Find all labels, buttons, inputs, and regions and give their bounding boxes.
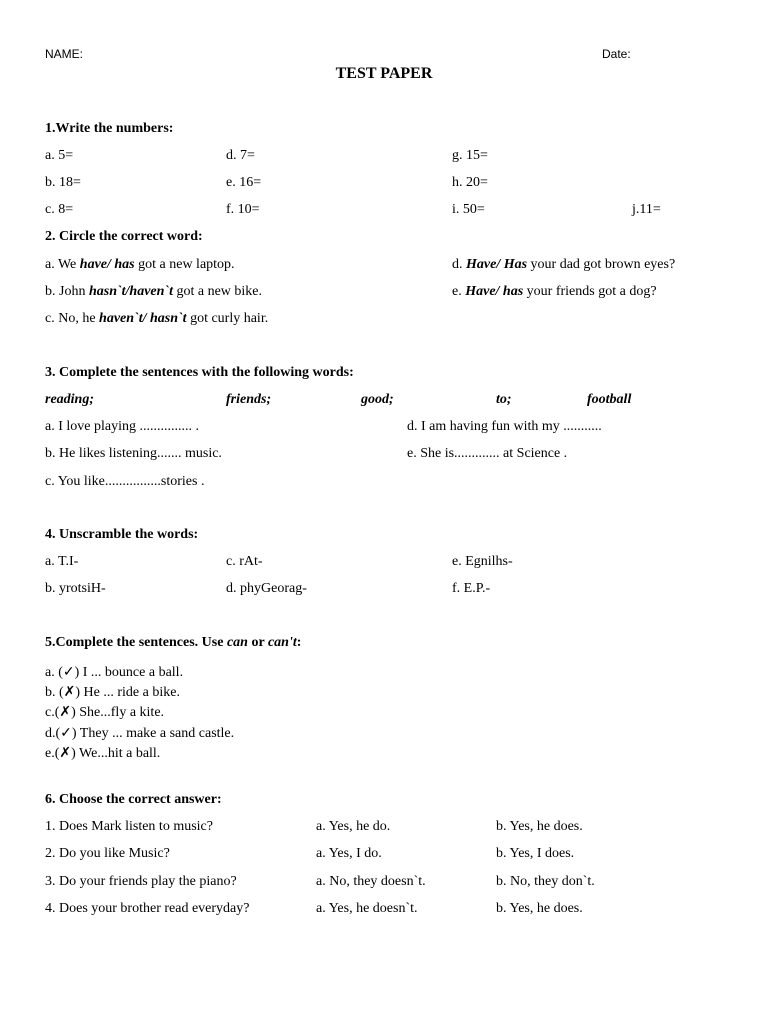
s6-answer-2a: a. Yes, I do. [316, 846, 382, 861]
section-4-heading: 4. Unscramble the words: [45, 527, 199, 542]
s2-e-option: Have/ has [465, 284, 524, 299]
s5-item-a: a. (✓) I ... bounce a ball. [45, 665, 184, 680]
s6-answer-3a: a. No, they doesn`t. [316, 874, 426, 889]
s6-question-3: 3. Do your friends play the piano? [45, 874, 237, 889]
s2-a-pre: a. We [45, 257, 80, 272]
s5-item-d: d.(✓) They ... make a sand castle. [45, 726, 235, 741]
s2-item-d [452, 258, 675, 272]
s3-word-friends: friends; [226, 392, 272, 407]
s2-item-a [45, 258, 235, 272]
s4-item-a: a. T.I- [45, 554, 79, 569]
s3-item-a: a. I love playing ............... . [45, 419, 199, 434]
s1-item-a: a. 5= [45, 148, 74, 163]
s3-word-to: to; [496, 392, 512, 407]
s1-item-h: h. 20= [452, 175, 488, 190]
s1-item-b: b. 18= [45, 175, 81, 190]
s5-cant: can't [267, 635, 297, 650]
s6-answer-1b: b. Yes, he does. [496, 819, 583, 834]
s1-item-j: j.11= [632, 202, 661, 217]
s1-item-c: c. 8= [45, 202, 74, 217]
date-label: Date: [602, 47, 631, 61]
s3-word-football: football [587, 392, 632, 407]
s2-c-pre: c. No, he [45, 311, 100, 326]
section-5-heading [45, 636, 301, 650]
s3-item-b: b. He likes listening....... music. [45, 446, 222, 461]
s6-answer-3b: b. No, they don`t. [496, 874, 595, 889]
s1-item-g: g. 15= [452, 148, 488, 163]
s3-word-reading: reading; [45, 392, 94, 407]
s1-item-f: f. 10= [226, 202, 260, 217]
section-3-heading: 3. Complete the sentences with the following words: [45, 365, 354, 380]
s6-answer-4a: a. Yes, he doesn`t. [316, 901, 418, 916]
s6-question-4: 4. Does your brother read everyday? [45, 901, 250, 916]
s2-c-option: haven`t/ hasn`t [99, 311, 187, 326]
section-2-heading: 2. Circle the correct word: [45, 229, 203, 244]
s2-d-pre: d. [452, 257, 466, 272]
name-label: NAME: [45, 47, 84, 61]
s2-b-pre: b. John [45, 284, 89, 299]
s2-d-post: your dad got brown eyes? [527, 257, 676, 272]
page-title: TEST PAPER [335, 65, 433, 82]
s2-e-post: your friends got a dog? [523, 284, 657, 299]
s2-b-option: hasn`t/haven`t [88, 284, 173, 299]
s1-item-i: i. 50= [452, 202, 485, 217]
section-6-heading: 6. Choose the correct answer: [45, 792, 222, 807]
s3-item-d: d. I am having fun with my ........... [407, 419, 602, 434]
s2-e-pre: e. [452, 284, 466, 299]
s3-word-good: good; [361, 392, 394, 407]
s6-question-2: 2. Do you like Music? [45, 846, 170, 861]
s2-a-post: got a new laptop. [134, 257, 235, 272]
s5-item-c: c.(✗) She...fly a kite. [45, 705, 165, 720]
s5-colon: : [296, 635, 302, 650]
section-1-heading: 1.Write the numbers: [45, 121, 174, 136]
s6-answer-4b: b. Yes, he does. [496, 901, 583, 916]
s2-c-post: got curly hair. [186, 311, 269, 326]
s4-item-b: b. yrotsiH- [45, 581, 106, 596]
s6-answer-2b: b. Yes, I does. [496, 846, 575, 861]
s5-heading-text: 5.Complete the sentences. Use [45, 635, 227, 650]
s2-item-c [45, 312, 268, 326]
s2-d-option: Have/ Has [466, 257, 528, 272]
s5-item-b: b. (✗) He ... ride a bike. [45, 685, 180, 700]
s1-item-d: d. 7= [226, 148, 255, 163]
s2-item-e [452, 285, 657, 299]
s6-question-1: 1. Does Mark listen to music? [45, 819, 213, 834]
s2-item-b [45, 285, 262, 299]
s5-can: can [226, 635, 248, 650]
s5-item-e: e.(✗) We...hit a ball. [45, 746, 161, 761]
s3-item-e: e. She is............. at Science . [407, 446, 568, 461]
s4-item-f: f. E.P.- [452, 581, 491, 596]
s2-a-option: have/ has [79, 257, 135, 272]
s3-item-c: c. You like................stories . [45, 474, 205, 489]
s4-item-d: d. phyGeorag- [226, 581, 307, 596]
s4-item-c: c. rAt- [226, 554, 263, 569]
s4-item-e: e. Egnilhs- [452, 554, 513, 569]
s6-answer-1a: a. Yes, he do. [316, 819, 391, 834]
s2-b-post: got a new bike. [172, 284, 262, 299]
s1-item-e: e. 16= [226, 175, 262, 190]
s5-or: or [247, 635, 268, 650]
